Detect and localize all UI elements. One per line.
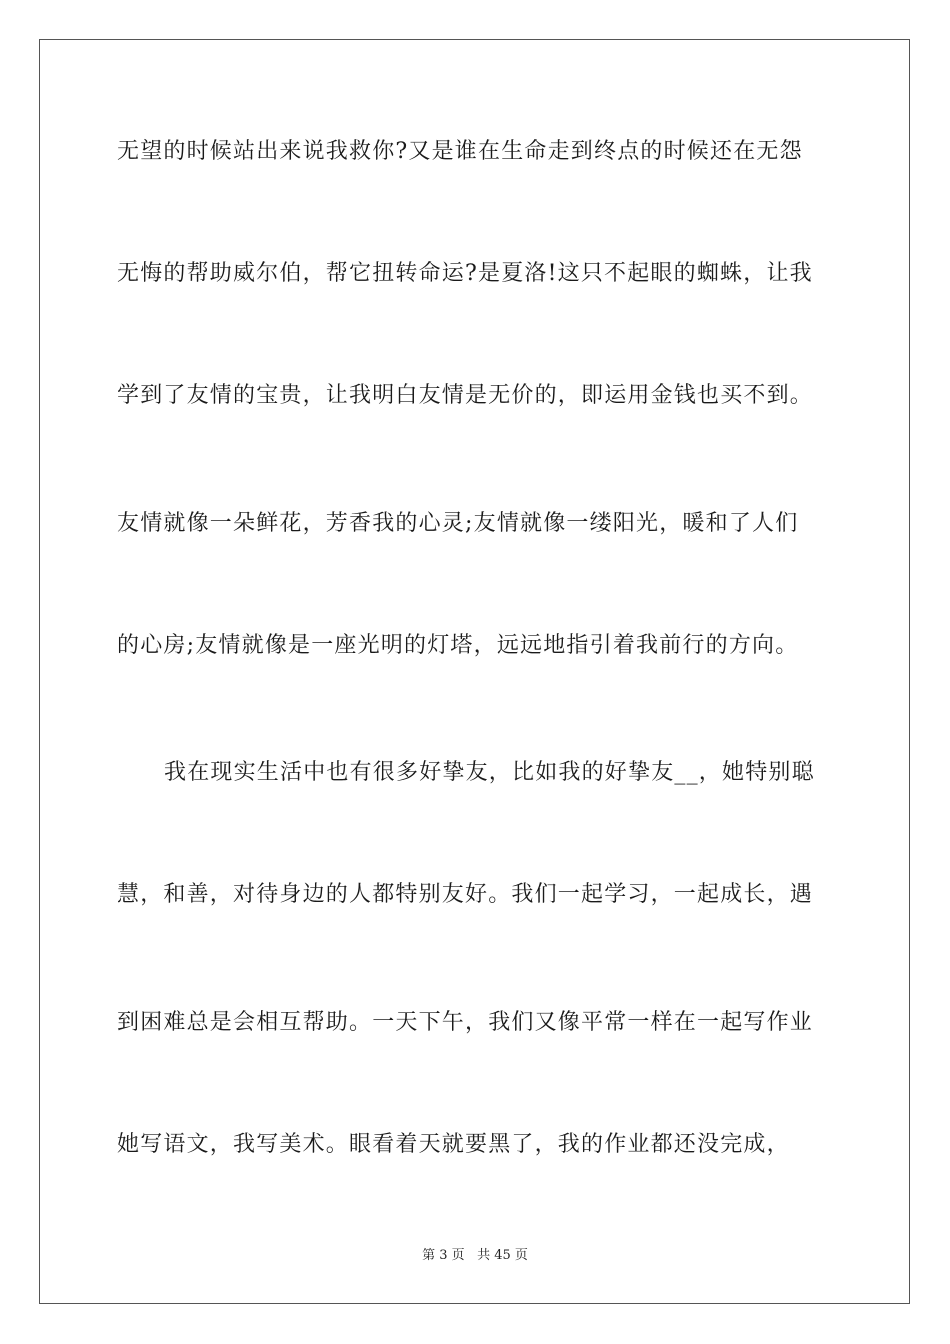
- page-footer: [0, 1247, 950, 1265]
- total-pages: 共 45 页: [477, 1248, 528, 1263]
- text-line-2: 无悔的帮助威尔伯，帮它扭转命运?是夏洛!这只不起眼的蜘蛛，让我: [117, 261, 813, 286]
- text-line-7: 慧，和善，对待身边的人都特别友好。我们一起学习，一起成长，遇: [117, 882, 814, 907]
- text-line-8: 到困难总是会相互帮助。一天下午，我们又像平常一样在一起写作业: [117, 1010, 814, 1035]
- text-line-1: 无望的时候站出来说我救你?又是谁在生命走到终点的时候还在无怨: [117, 139, 803, 164]
- page-number: 第 3 页: [422, 1248, 465, 1263]
- text-line-6-paragraph-start: 我在现实生活中也有很多好挚友，比如我的好挚友__，她特别聪: [164, 760, 815, 785]
- text-line-4: 友情就像一朵鲜花，芳香我的心灵;友情就像一缕阳光，暖和了人们: [117, 511, 799, 536]
- text-line-5: 的心房;友情就像是一座光明的灯塔，远远地指引着我前行的方向。: [117, 633, 799, 658]
- page-border: [39, 39, 910, 1304]
- text-line-3: 学到了友情的宝贵，让我明白友情是无价的，即运用金钱也买不到。: [117, 383, 814, 408]
- text-line-9: 她写语文，我写美术。眼看着天就要黑了，我的作业都还没完成，: [117, 1132, 790, 1157]
